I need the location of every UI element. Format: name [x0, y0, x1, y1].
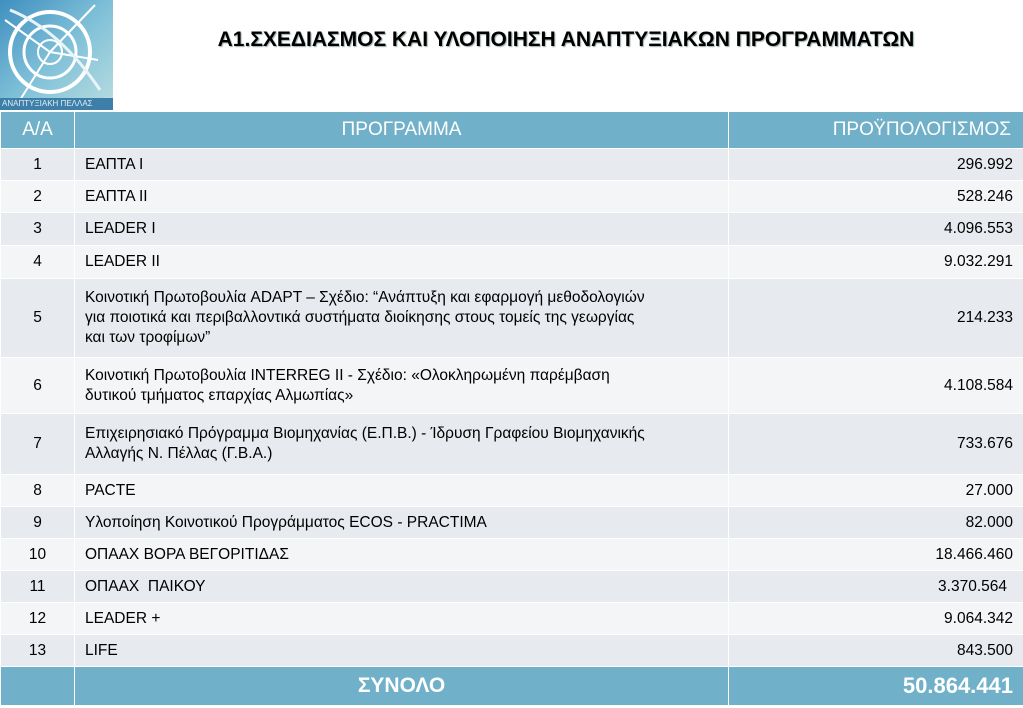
row-program — [75, 279, 729, 358]
row-program-text: Επιχειρησιακό Πρόγραμμα Βιομηχανίας (Ε.Π.Β.) - Ίδρυση Γραφείου Βιομηχανικής Αλλαγής Ν. Πέλλας (Γ.Β.Α.) — [85, 425, 645, 462]
table-row — [1, 475, 1023, 507]
row-budget: 528.246 — [729, 181, 1023, 213]
row-num: 11 — [1, 571, 75, 603]
table-row — [1, 279, 1023, 358]
row-budget: 27.000 — [729, 475, 1023, 507]
row-budget: 296.992 — [729, 149, 1023, 181]
header-num: Α/Α — [1, 112, 75, 149]
table-row — [1, 635, 1023, 667]
row-num: 7 — [1, 414, 75, 475]
total-num-cell — [1, 667, 75, 706]
programs-table — [0, 111, 1023, 706]
row-num: 4 — [1, 246, 75, 279]
row-program — [75, 414, 729, 475]
row-program — [75, 358, 729, 414]
table-row — [1, 414, 1023, 475]
row-num: 2 — [1, 181, 75, 213]
table-row — [1, 507, 1023, 539]
header-program: ΠΡΟΓΡΑΜΜΑ — [75, 112, 729, 149]
row-budget: 9.064.342 — [729, 603, 1023, 635]
logo — [0, 0, 113, 110]
total-value: 50.864.441 — [729, 667, 1023, 706]
row-program: ΟΠΑΑΧ ΠΑΙΚΟΥ — [75, 571, 729, 603]
row-program-text: Κοινοτική Πρωτοβουλία ADAPT – Σχέδιο: “Ανάπτυξη και εφαρμογή μεθοδολογιών για ποιοτικά και περιβαλλοντικά συστήματα διοίκησης στους τομείς της γεωργίας και των τροφίμων” — [85, 289, 645, 346]
row-num: 5 — [1, 279, 75, 358]
table-row — [1, 571, 1023, 603]
table-row — [1, 181, 1023, 213]
row-budget: 214.233 — [729, 279, 1023, 358]
row-budget: 733.676 — [729, 414, 1023, 475]
header-budget: ΠΡΟΫΠΟΛΟΓΙΣΜΟΣ — [729, 112, 1023, 149]
row-program: LEADER + — [75, 603, 729, 635]
row-budget: 82.000 — [729, 507, 1023, 539]
total-label: ΣΥΝΟΛΟ — [75, 667, 729, 706]
row-budget: 3.370.564 — [729, 571, 1023, 603]
row-program: LEADER I — [75, 213, 729, 246]
row-num: 13 — [1, 635, 75, 667]
row-num: 10 — [1, 539, 75, 571]
row-program: ΕΑΠΤΑ ΙΙ — [75, 181, 729, 213]
row-program: Υλοποίηση Κοινοτικού Προγράμματος ECOS - PRACTIMA — [75, 507, 729, 539]
row-budget: 18.466.460 — [729, 539, 1023, 571]
row-num: 1 — [1, 149, 75, 181]
row-budget: 4.108.584 — [729, 358, 1023, 414]
row-program-text: Κοινοτική Πρωτοβουλία INTERREG II - Σχέδιο: «Ολοκληρωμένη παρέμβαση δυτικού τμήματος επαρχίας Αλμωπίας» — [85, 366, 610, 404]
row-budget: 9.032.291 — [729, 246, 1023, 279]
row-num: 12 — [1, 603, 75, 635]
table-row — [1, 149, 1023, 181]
logo-caption: ΑΝΑΠΤΥΞΙΑΚΗ ΠΕΛΛΑΣ — [2, 99, 93, 108]
table-header-row — [1, 112, 1023, 149]
logo-graphic — [0, 0, 113, 110]
row-program: LIFE — [75, 635, 729, 667]
row-num: 6 — [1, 358, 75, 414]
row-program: PACTE — [75, 475, 729, 507]
table-row — [1, 539, 1023, 571]
table-row — [1, 603, 1023, 635]
row-num: 8 — [1, 475, 75, 507]
row-num: 9 — [1, 507, 75, 539]
row-program: ΟΠΑΑΧ ΒΟΡΑ ΒΕΓΟΡΙΤΙΔΑΣ — [75, 539, 729, 571]
row-program: LEADER II — [75, 246, 729, 279]
row-budget: 4.096.553 — [729, 213, 1023, 246]
table-row — [1, 213, 1023, 246]
table-row — [1, 358, 1023, 414]
row-program: ΕΑΠΤΑ Ι — [75, 149, 729, 181]
row-budget: 843.500 — [729, 635, 1023, 667]
row-num: 3 — [1, 213, 75, 246]
page-title: Α1.ΣΧΕΔΙΑΣΜΟΣ ΚΑΙ ΥΛΟΠΟΙΗΣΗ ΑΝΑΠΤΥΞΙΑΚΩΝ ΠΡΟΓΡΑΜΜΑΤΩΝ — [217, 28, 915, 51]
total-row — [1, 667, 1023, 706]
table-row — [1, 246, 1023, 279]
